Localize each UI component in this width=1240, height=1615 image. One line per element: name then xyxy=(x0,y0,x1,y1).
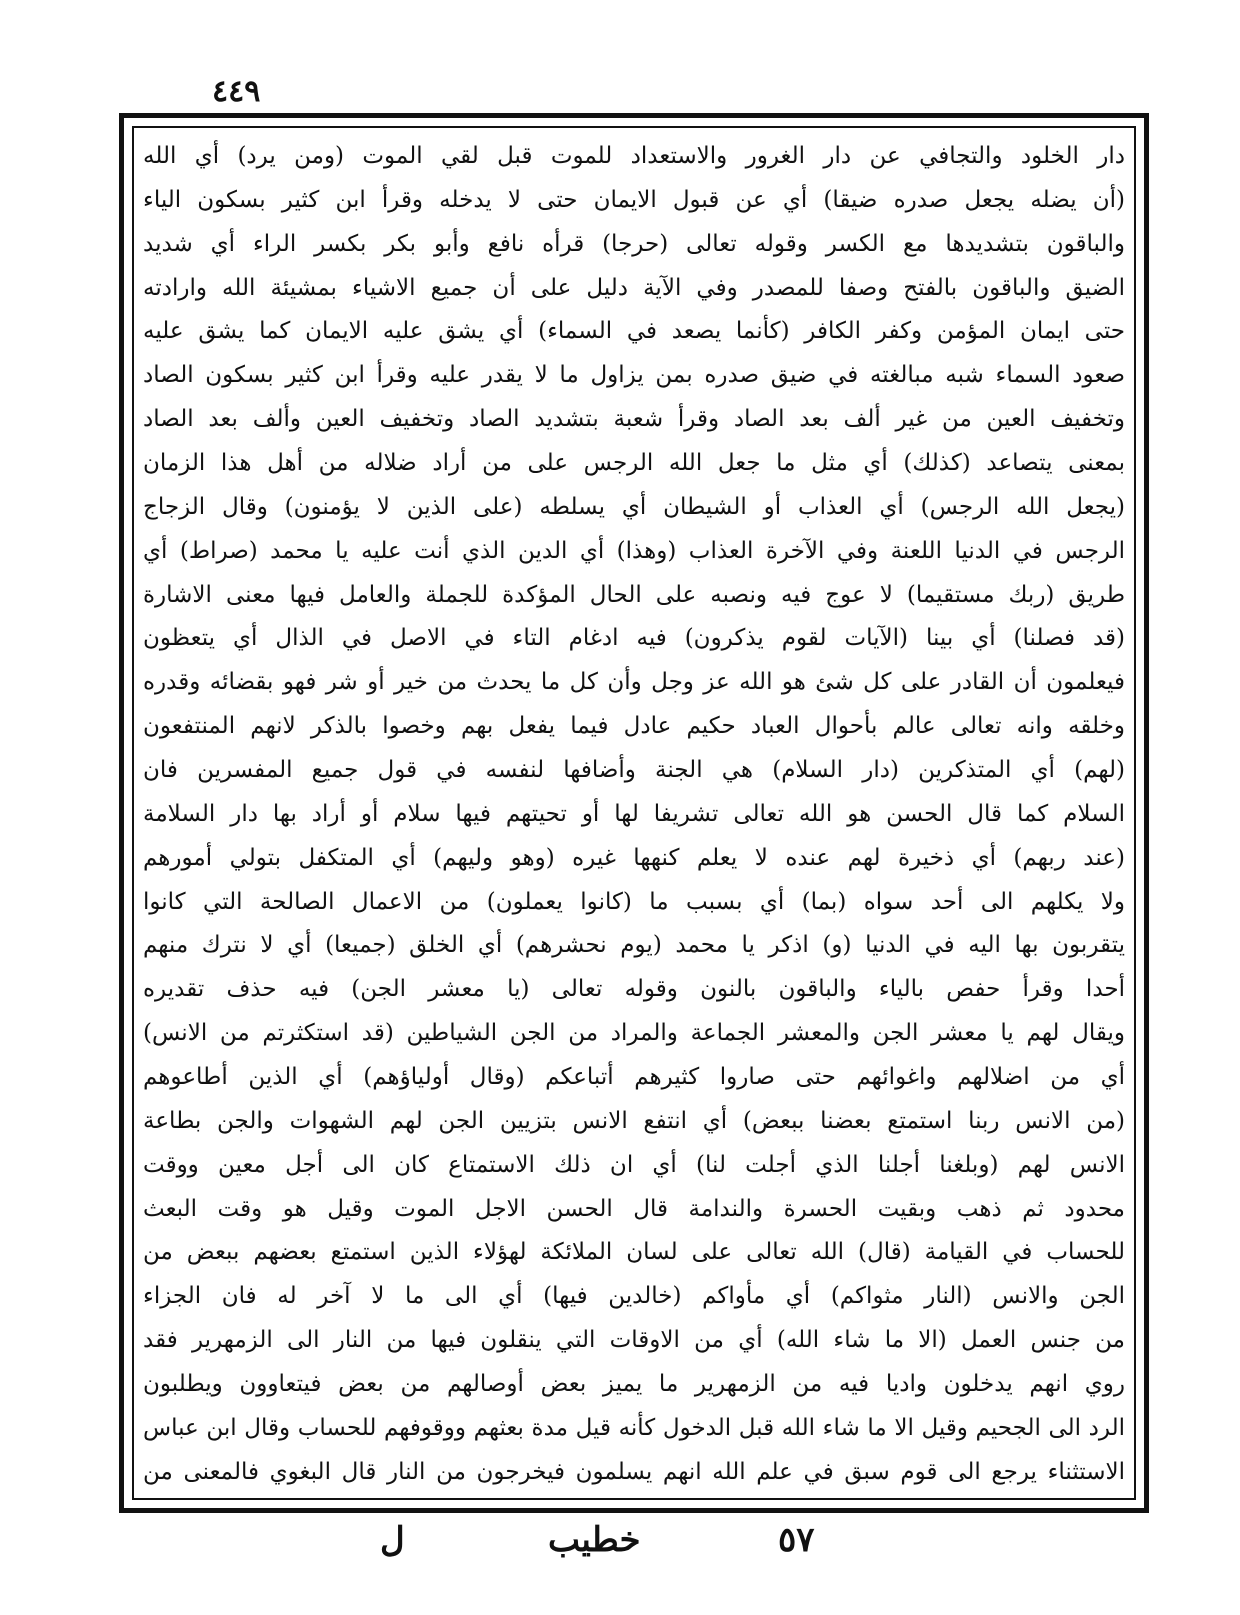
text-line: ولا يكلهم الى أحد سواه (بما) أي بسبب ما (كانوا يعملون) من الاعمال الصالحة التي كانوا xyxy=(143,888,1125,915)
main-text-block xyxy=(143,136,1125,1492)
text-line: (من الانس ربنا استمتع بعضنا ببعض) أي انتفع الانس بتزيين الجن لهم الشهوات والجن بطاعة xyxy=(143,1107,1125,1134)
text-line: الانس لهم (وبلغنا أجلنا الذي أجلت لنا) أي ان ذلك الاستمتاع كان الى أجل معين ووقت xyxy=(143,1151,1125,1178)
text-line: الرد الى الجحيم وقيل الا ما شاء الله قبل الدخول كأنه قيل مدة بعثهم ووقوفهم للحساب وقال ابن عباس xyxy=(143,1414,1125,1441)
text-line: وخلقه وانه تعالى عالم بأحوال العباد حكيم عادل فيما يفعل بهم وخصوا بالذكر لانهم المنتفعون xyxy=(143,713,1125,740)
text-line: ويقال لهم يا معشر الجن والمعشر الجماعة والمراد من الجن الشياطين (قد استكثرتم من الانس) xyxy=(143,1020,1125,1047)
text-line: دار الخلود والتجافي عن دار الغرور والاستعداد للموت قبل لقي الموت (ومن يرد) أي الله xyxy=(143,143,1125,169)
text-line: محدود ثم ذهب وبقيت الحسرة والندامة قال الحسن الاجل الموت وقيل هو وقت البعث xyxy=(143,1195,1125,1222)
text-line: حتى ايمان المؤمن وكفر الكافر (كأنما يصعد في السماء) أي يشق عليه الايمان كما يشق عليه xyxy=(143,318,1125,345)
text-line: (أن يضله يجعل صدره ضيقا) أي عن قبول الايمان حتى لا يدخله وقرأ ابن كثير بسكون الياء xyxy=(143,186,1125,213)
text-line: فيعلمون أن القادر على كل شئ هو الله عز وجل وأن كل ما يحدث من خير أو شر فهو بقضائه وقدره xyxy=(143,669,1125,696)
text-line: الرجس في الدنيا اللعنة وفي الآخرة العذاب (وهذا) أي الدين الذي أنت عليه يا محمد (صراط) أي xyxy=(143,537,1125,564)
text-line: الضيق والباقون بالفتح وصفا للمصدر وفي الآية دليل على أن جميع الاشياء بمشيئة الله وارادته xyxy=(143,274,1125,301)
text-line: يتقربون بها اليه في الدنيا (و) اذكر يا محمد (يوم نحشرهم) أي الخلق (جميعا) أي لا نترك منهم xyxy=(143,932,1125,959)
footer-signature-number: ٥٧ xyxy=(778,1520,815,1560)
text-line: (عند ربهم) أي ذخيرة لهم عنده لا يعلم كنهها غيره (وهو وليهم) أي المتكفل بتولي أمورهم xyxy=(143,844,1125,871)
text-line: والباقون بتشديدها مع الكسر وقوله تعالى (حرجا) قرأه نافع وأبو بكر بكسر الراء أي شديد xyxy=(143,230,1125,257)
text-line: من جنس العمل (الا ما شاء الله) أي من الاوقات التي ينقلون فيها من النار الى الزمهرير فقد xyxy=(143,1327,1125,1354)
text-line: للحساب في القيامة (قال) الله تعالى على لسان الملائكة لهؤلاء الذين استمتع بعضهم ببعض من xyxy=(143,1239,1125,1266)
text-line: (لهم) أي المتذكرين (دار السلام) هي الجنة وأضافها لنفسه في قول جميع المفسرين فان xyxy=(143,757,1125,784)
text-line: طريق (ربك مستقيما) لا عوج فيه ونصبه على الحال المؤكدة للجملة والعامل فيها معنى الاشارة xyxy=(143,581,1125,608)
text-line: صعود السماء شبه مبالغته في ضيق صدره بمن يزاول ما لا يقدر عليه وقرأ ابن كثير بسكون الصاد xyxy=(143,362,1125,389)
text-line: أي من اضلالهم واغوائهم حتى صاروا كثيرهم أتباعكم (وقال أولياؤهم) أي الذين أطاعوهم xyxy=(143,1064,1125,1091)
text-line: (يجعل الله الرجس) أي العذاب أو الشيطان أي يسلطه (على الذين لا يؤمنون) وقال الزجاج xyxy=(143,493,1125,520)
text-line: وتخفيف العين من غير ألف بعد الصاد وقرأ شعبة بتشديد الصاد وتخفيف العين وألف بعد الصاد xyxy=(143,406,1125,433)
footer-signature-letter: ل xyxy=(380,1520,405,1560)
text-line: بمعنى يتصاعد (كذلك) أي مثل ما جعل الله الرجس على من أراد ضلاله من أهل هذا الزمان xyxy=(143,450,1125,477)
page-number: ٤٤٩ xyxy=(212,74,261,109)
text-line: (قد فصلنا) أي بينا (الآيات لقوم يذكرون) فيه ادغام التاء في الاصل في الذال أي يتعظون xyxy=(143,625,1125,652)
text-line: روي انهم يدخلون واديا فيه من الزمهرير ما يميز بعض أوصالهم من بعض فيتعاوون ويطلبون xyxy=(143,1371,1125,1398)
text-line: الجن والانس (النار مثواكم) أي مأواكم (خالدين فيها) أي الى ما لا آخر له فان الجزاء xyxy=(143,1283,1125,1310)
footer-signature-word: خطيب xyxy=(548,1520,641,1560)
text-line: أحدا وقرأ حفص بالياء والباقون بالنون وقوله تعالى (يا معشر الجن) فيه حذف تقديره xyxy=(143,976,1125,1003)
text-line: الاستثناء يرجع الى قوم سبق في علم الله انهم يسلمون فيخرجون من النار قال البغوي فالمعنى من xyxy=(143,1458,1125,1485)
text-line: السلام كما قال الحسن هو الله تعالى تشريفا لها أو تحيتهم فيها سلام أو أراد بها دار السلامة xyxy=(143,800,1125,827)
